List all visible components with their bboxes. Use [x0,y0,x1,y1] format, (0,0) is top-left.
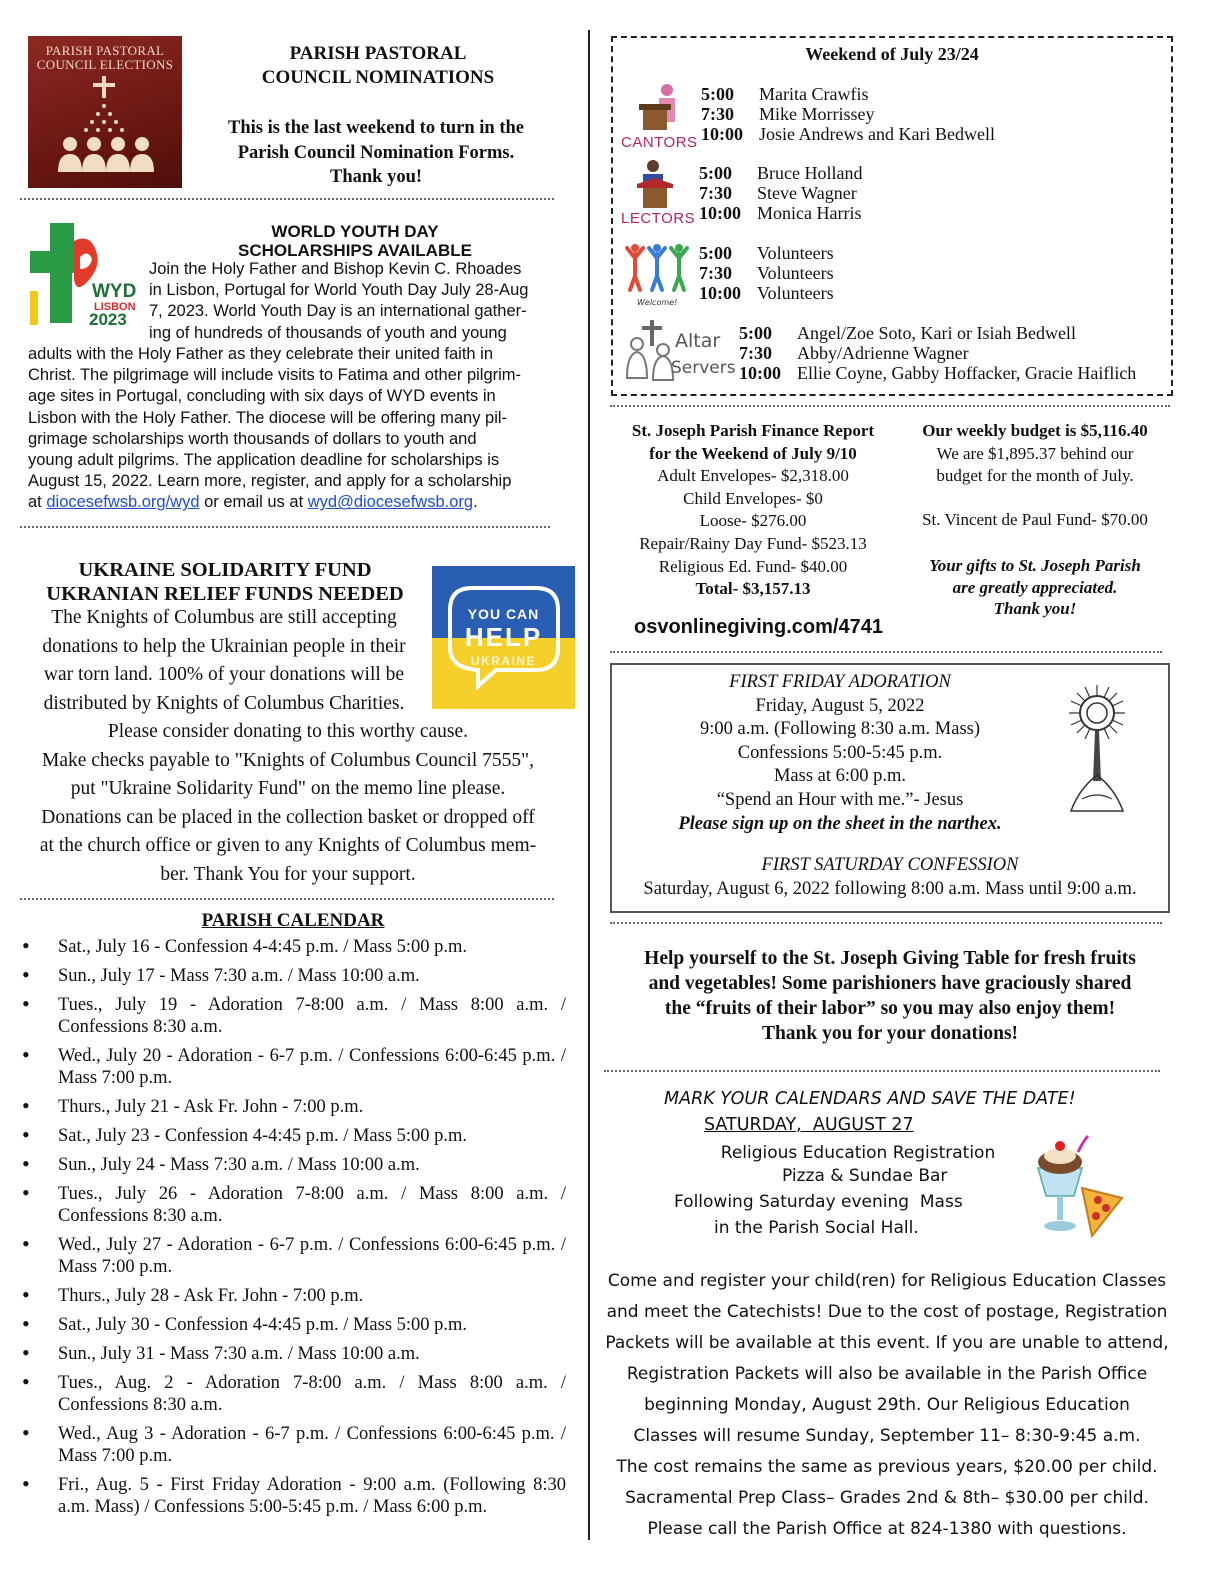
schedule-time: 7:30 [699,183,732,203]
schedule-time: 5:00 [699,243,732,263]
wyd-last-suffix: . [473,493,478,512]
adoration-mass: Mass at 6:00 p.m. [773,766,907,787]
save-date-body-line: Sacramental Prep Class– Grades 2nd & 8th– $30.00 per child. [625,1488,1149,1508]
ukraine-line: Make checks payable to "Knights of Columbus Council 7555", [42,749,534,771]
schedule-row [699,263,834,283]
wyd-body-lower [28,344,521,514]
adoration-details [614,671,1066,836]
lector-icon [627,158,683,210]
schedule-time: 7:30 [699,263,732,283]
column-divider [588,30,590,1540]
divider [20,198,554,200]
divider [20,898,554,900]
wyd-title [150,222,560,260]
calendar-item: • Fri., Aug. 5 - First Friday Adoration - 9:00 a.m. (Following 8:30 a.m. Mass) / Confessions 5:00-5:45 p.m. / Mass 6:00 p.m. [22,1474,566,1518]
ukraine-line: Donations can be placed in the collection basket or dropped off [41,806,535,828]
divider [610,405,1170,407]
schedule-row [701,84,995,104]
schedule-names: Mike Morrissey [759,104,875,124]
wyd-title-line1: WORLD YOUTH DAY [271,222,439,241]
adoration-title: FIRST FRIDAY ADORATION [729,672,951,692]
calendar-item: • Sat., July 16 - Confession 4-4:45 p.m. / Mass 5:00 p.m. [22,936,566,958]
save-date-body-line: Please call the Parish Office at 824-1380 with questions. [647,1519,1127,1539]
wyd-logo-year: 2023 [89,310,127,329]
finance-item: Adult Envelopes- $2,318.00 [657,466,849,486]
pastoral-body [196,116,556,190]
save-date-body-line: The cost remains the same as previous years, $20.00 per child. [616,1457,1158,1477]
wyd-last-prefix: at [28,493,47,512]
schedule-time: 10:00 [739,363,781,383]
cantors-list [701,84,995,144]
ukraine-title [26,558,424,606]
schedule-names: Volunteers [757,263,834,283]
sundae-pizza-icon [1020,1134,1130,1242]
ukraine-title-line1: UKRAINE SOLIDARITY FUND [78,559,372,581]
schedule-row [699,163,862,183]
save-date-title: MARK YOUR CALENDARS AND SAVE THE DATE! [664,1089,1076,1109]
calendar-list [22,936,566,1525]
wyd-line: young adult pilgrims. The application deadline for scholarships is [28,451,500,470]
ukraine-logo-line3: UKRAINE [470,654,537,668]
save-date-body-line: Classes will resume Sunday, September 11– 8:30-9:45 a.m. [633,1426,1141,1446]
pastoral-body-line2: Parish Council Nomination Forms. [237,142,515,163]
ukraine-line: Please consider donating to this worthy cause. [107,721,469,742]
schedule-names: Josie Andrews and Kari Bedwell [759,124,995,144]
save-date-line2: Pizza & Sundae Bar [782,1166,948,1186]
first-saturday-title: FIRST SATURDAY CONFESSION [761,855,1019,875]
greeters-icon [623,240,693,296]
calendar-item: • Thurs., July 21 - Ask Fr. John - 7:00 p.m. [22,1096,566,1118]
thanks-line1: Your gifts to St. Joseph Parish [929,556,1141,575]
budget-title: Our weekly budget is $5,116.40 [922,421,1148,440]
logo-line2: COUNCIL ELECTIONS [36,57,174,72]
divider [610,651,1162,653]
save-date-body-line: beginning Monday, August 29th. Our Religious Education [644,1395,1130,1415]
schedule-names: Ellie Coyne, Gabby Hoffacker, Gracie Haiflich [797,363,1137,383]
giving-line: and vegetables! Some parishioners have graciously shared [648,973,1132,994]
schedule-row [699,203,862,223]
ukraine-logo-line1: YOU CAN [467,606,540,622]
pastoral-council-logo [28,36,182,188]
schedule-row [739,323,1136,343]
save-date-body-line: Packets will be available at this event. If you are unable to attend, [605,1333,1169,1353]
online-giving-link[interactable]: osvonlinegiving.com/4741 [634,616,883,638]
save-date-body-line: Come and register your child(ren) for Religious Education Classes [607,1271,1167,1291]
save-date-line1: Religious Education Registration [720,1143,996,1163]
finance-item: Religious Ed. Fund- $40.00 [658,556,848,576]
first-saturday-text: Saturday, August 6, 2022 following 8:00 a.m. Mass until 9:00 a.m. [643,879,1137,899]
giving-line: Thank you for your donations! [761,1023,1019,1044]
adoration-time: 9:00 a.m. (Following 8:30 a.m. Mass) [699,719,981,740]
wyd-line: Lisbon with the Holy Father. The diocese will be offering many pil- [28,408,508,427]
adoration-confessions: Confessions 5:00-5:45 p.m. [737,742,943,763]
calendar-item: • Tues., July 19 - Adoration 7-8:00 a.m. / Mass 8:00 a.m. / Confessions 8:30 a.m. [22,994,566,1038]
wyd-line: ing of hundreds of thousands of youth and young [149,323,507,342]
ukraine-line: distributed by Knights of Columbus Charities. [43,692,405,714]
wyd-line: Christ. The pilgrimage will include visits to Fatima and other pilgrim- [28,366,522,385]
lectors-label: LECTORS [621,210,696,227]
wyd-logo-text: WYD [92,281,137,302]
calendar-item: • Tues., July 26 - Adoration 7-8:00 a.m. / Mass 8:00 a.m. / Confessions 8:30 a.m. [22,1183,566,1227]
calendar-item: • Wed., July 27 - Adoration - 6-7 p.m. / Confessions 6:00-6:45 p.m. / Mass 7:00 p.m. [22,1234,566,1278]
schedule-time: 5:00 [701,84,734,104]
ukraine-line: put "Ukraine Solidarity Fund" on the memo line please. [70,778,506,799]
cantor-icon [627,82,687,134]
pastoral-body-line3: Thank you! [329,167,423,187]
ukraine-line: donations to help the Ukrainian people in their [42,635,406,657]
svdp-fund: St. Vincent de Paul Fund- $70.00 [922,510,1148,529]
people-cross-icon [28,68,182,188]
wyd-logo-city: LISBON [94,301,136,313]
wyd-website-link[interactable]: diocesefwsb.org/wyd [46,493,200,512]
adoration-signup: Please sign up on the sheet in the narthex. [678,813,1002,834]
calendar-item: • Wed., Aug 3 - Adoration - 6-7 p.m. / Confessions 6:00-6:45 p.m. / Mass 7:00 p.m. [22,1423,566,1467]
pastoral-body-line1: This is the last weekend to turn in the [227,118,525,138]
pastoral-title [200,42,556,90]
ukraine-body-lower [14,718,562,889]
wyd-email-link[interactable]: wyd@diocesefwsb.org [307,493,474,512]
welcome-label: Welcome! [637,298,678,307]
adoration-date: Friday, August 5, 2022 [755,695,925,716]
ukraine-title-line2: UKRANIAN RELIEF FUNDS NEEDED [46,583,404,605]
adoration-box [610,663,1170,913]
schedule-time: 5:00 [739,323,772,343]
monstrance-icon [1052,679,1142,819]
calendar-item: • Sat., July 23 - Confession 4-4:45 p.m. / Mass 5:00 p.m. [22,1125,566,1147]
lectors-list [699,163,862,223]
schedule-row [701,104,995,124]
wyd-line: August 15, 2022. Learn more, register, and apply for a scholarship [28,472,512,491]
calendar-item: • Tues., Aug. 2 - Adoration 7-8:00 a.m. / Mass 8:00 a.m. / Confessions 8:30 a.m. [22,1372,566,1416]
calendar-item: • Sun., July 31 - Mass 7:30 a.m. / Mass 10:00 a.m. [22,1343,566,1365]
finance-item: Loose- $276.00 [699,511,807,531]
servers-list [739,323,1136,383]
schedule-names: Bruce Holland [757,163,863,183]
cantors-label: CANTORS [621,134,698,151]
wyd-body-upper [149,259,528,344]
ministry-schedule [611,36,1173,396]
schedule-time: 5:00 [699,163,732,183]
budget-line1: We are $1,895.37 behind our [936,443,1134,463]
wyd-line: in Lisbon, Portugal for World Youth Day July 28-Aug [149,281,529,300]
schedule-names: Marita Crawfis [759,84,869,104]
schedule-time: 10:00 [701,124,743,144]
wyd-line: age sites in Portugal, concluding with six days of WYD events in [28,387,496,406]
ukraine-logo-line2: HELP [464,622,543,652]
schedule-time: 10:00 [699,203,741,223]
save-date-details [652,1141,1064,1167]
thanks-line3: Thank you! [993,599,1077,618]
schedule-time: 10:00 [699,283,741,303]
ukraine-help-logo [432,566,575,709]
adoration-quote: “Spend an Hour with me.”- Jesus [716,789,964,810]
wyd-line: Join the Holy Father and Bishop Kevin C. Rhoades [149,260,522,278]
ukraine-line: The Knights of Columbus are still accepting [51,607,397,628]
finance-thanks [900,555,1170,620]
save-date-line4: in the Parish Social Hall. [714,1218,919,1238]
save-date-body-line: Registration Packets will also be available in the Parish Office [626,1364,1148,1384]
schedule-names: Angel/Zoe Soto, Kari or Isiah Bedwell [797,323,1076,343]
altar-label1: Altar [675,330,721,352]
wyd-last-mid: or email us at [199,493,308,512]
giving-line: the “fruits of their labor” so you may also enjoy them! [664,998,1116,1019]
schedule-time: 7:30 [739,343,772,363]
schedule-time: 7:30 [701,104,734,124]
finance-report [610,420,896,601]
wyd-title-line2: SCHOLARSHIPS AVAILABLE [238,241,472,260]
giving-table [600,946,1180,1046]
budget-line2: budget for the month of July. [936,466,1134,486]
finance-item: Repair/Rainy Day Fund- $523.13 [639,533,867,553]
divider [610,922,1162,924]
finance-title-line1: St. Joseph Parish Finance Report [631,421,875,440]
finance-total: Total- $3,157.13 [695,579,811,599]
schedule-row [739,343,1136,363]
ukraine-body-upper [20,604,428,718]
calendar-title: PARISH CALENDAR [201,910,385,931]
calendar-item: • Sun., July 24 - Mass 7:30 a.m. / Mass 10:00 a.m. [22,1154,566,1176]
save-date-body-line: and meet the Catechists! Due to the cost of postage, Registration [606,1302,1168,1322]
calendar-item: • Sun., July 17 - Mass 7:30 a.m. / Mass 10:00 a.m. [22,965,566,987]
schedule-row [739,363,1136,383]
finance-title-line2: for the Weekend of July 9/10 [649,443,857,463]
wyd-line: 7, 2023. World Youth Day is an international gather- [149,302,527,321]
ukraine-line: ber. Thank You for your support. [160,863,416,885]
schedule-names: Volunteers [757,283,834,303]
finance-item: Child Envelopes- $0 [683,488,823,508]
save-date-date: SATURDAY, AUGUST 27 [704,1115,914,1135]
schedule-row [701,124,995,144]
calendar-item: • Thurs., July 28 - Ask Fr. John - 7:00 p.m. [22,1285,566,1307]
schedule-row [699,283,834,303]
schedule-names: Steve Wagner [757,183,857,203]
giving-line: Help yourself to the St. Joseph Giving Table for fresh fruits [644,948,1136,969]
schedule-row [699,243,834,263]
save-date-line3: Following Saturday evening Mass [674,1192,963,1212]
calendar-item: • Wed., July 20 - Adoration - 6-7 p.m. / Confessions 6:00-6:45 p.m. / Mass 7:00 p.m. [22,1045,566,1089]
save-date-body [604,1266,1170,1545]
altar-label2: Servers [671,358,736,378]
schedule-names: Monica Harris [757,203,862,223]
pastoral-title-line2: COUNCIL NOMINATIONS [261,67,495,88]
schedule-title: Weekend of July 23/24 [805,44,979,64]
divider [604,1070,1160,1072]
schedule-names: Volunteers [757,243,834,263]
greeters-list [699,243,834,303]
logo-line1: PARISH PASTORAL [45,43,165,58]
budget-info [900,420,1170,488]
wyd-logo [28,215,140,327]
schedule-names: Abby/Adrienne Wagner [797,343,969,363]
divider [20,526,550,528]
ukraine-line: at the church office or given to any Knights of Columbus mem- [39,835,537,856]
thanks-line2: are greatly appreciated. [952,577,1118,597]
wyd-last-line [28,492,521,513]
pastoral-title-line1: PARISH PASTORAL [289,43,467,64]
calendar-item: • Sat., July 30 - Confession 4-4:45 p.m. / Mass 5:00 p.m. [22,1314,566,1336]
ukraine-line: war torn land. 100% of your donations will be [43,664,405,685]
wyd-line: grimage scholarships worth thousands of dollars to youth and [28,429,477,448]
wyd-line: adults with the Holy Father as they celebrate their united faith in [28,345,494,363]
schedule-row [699,183,862,203]
